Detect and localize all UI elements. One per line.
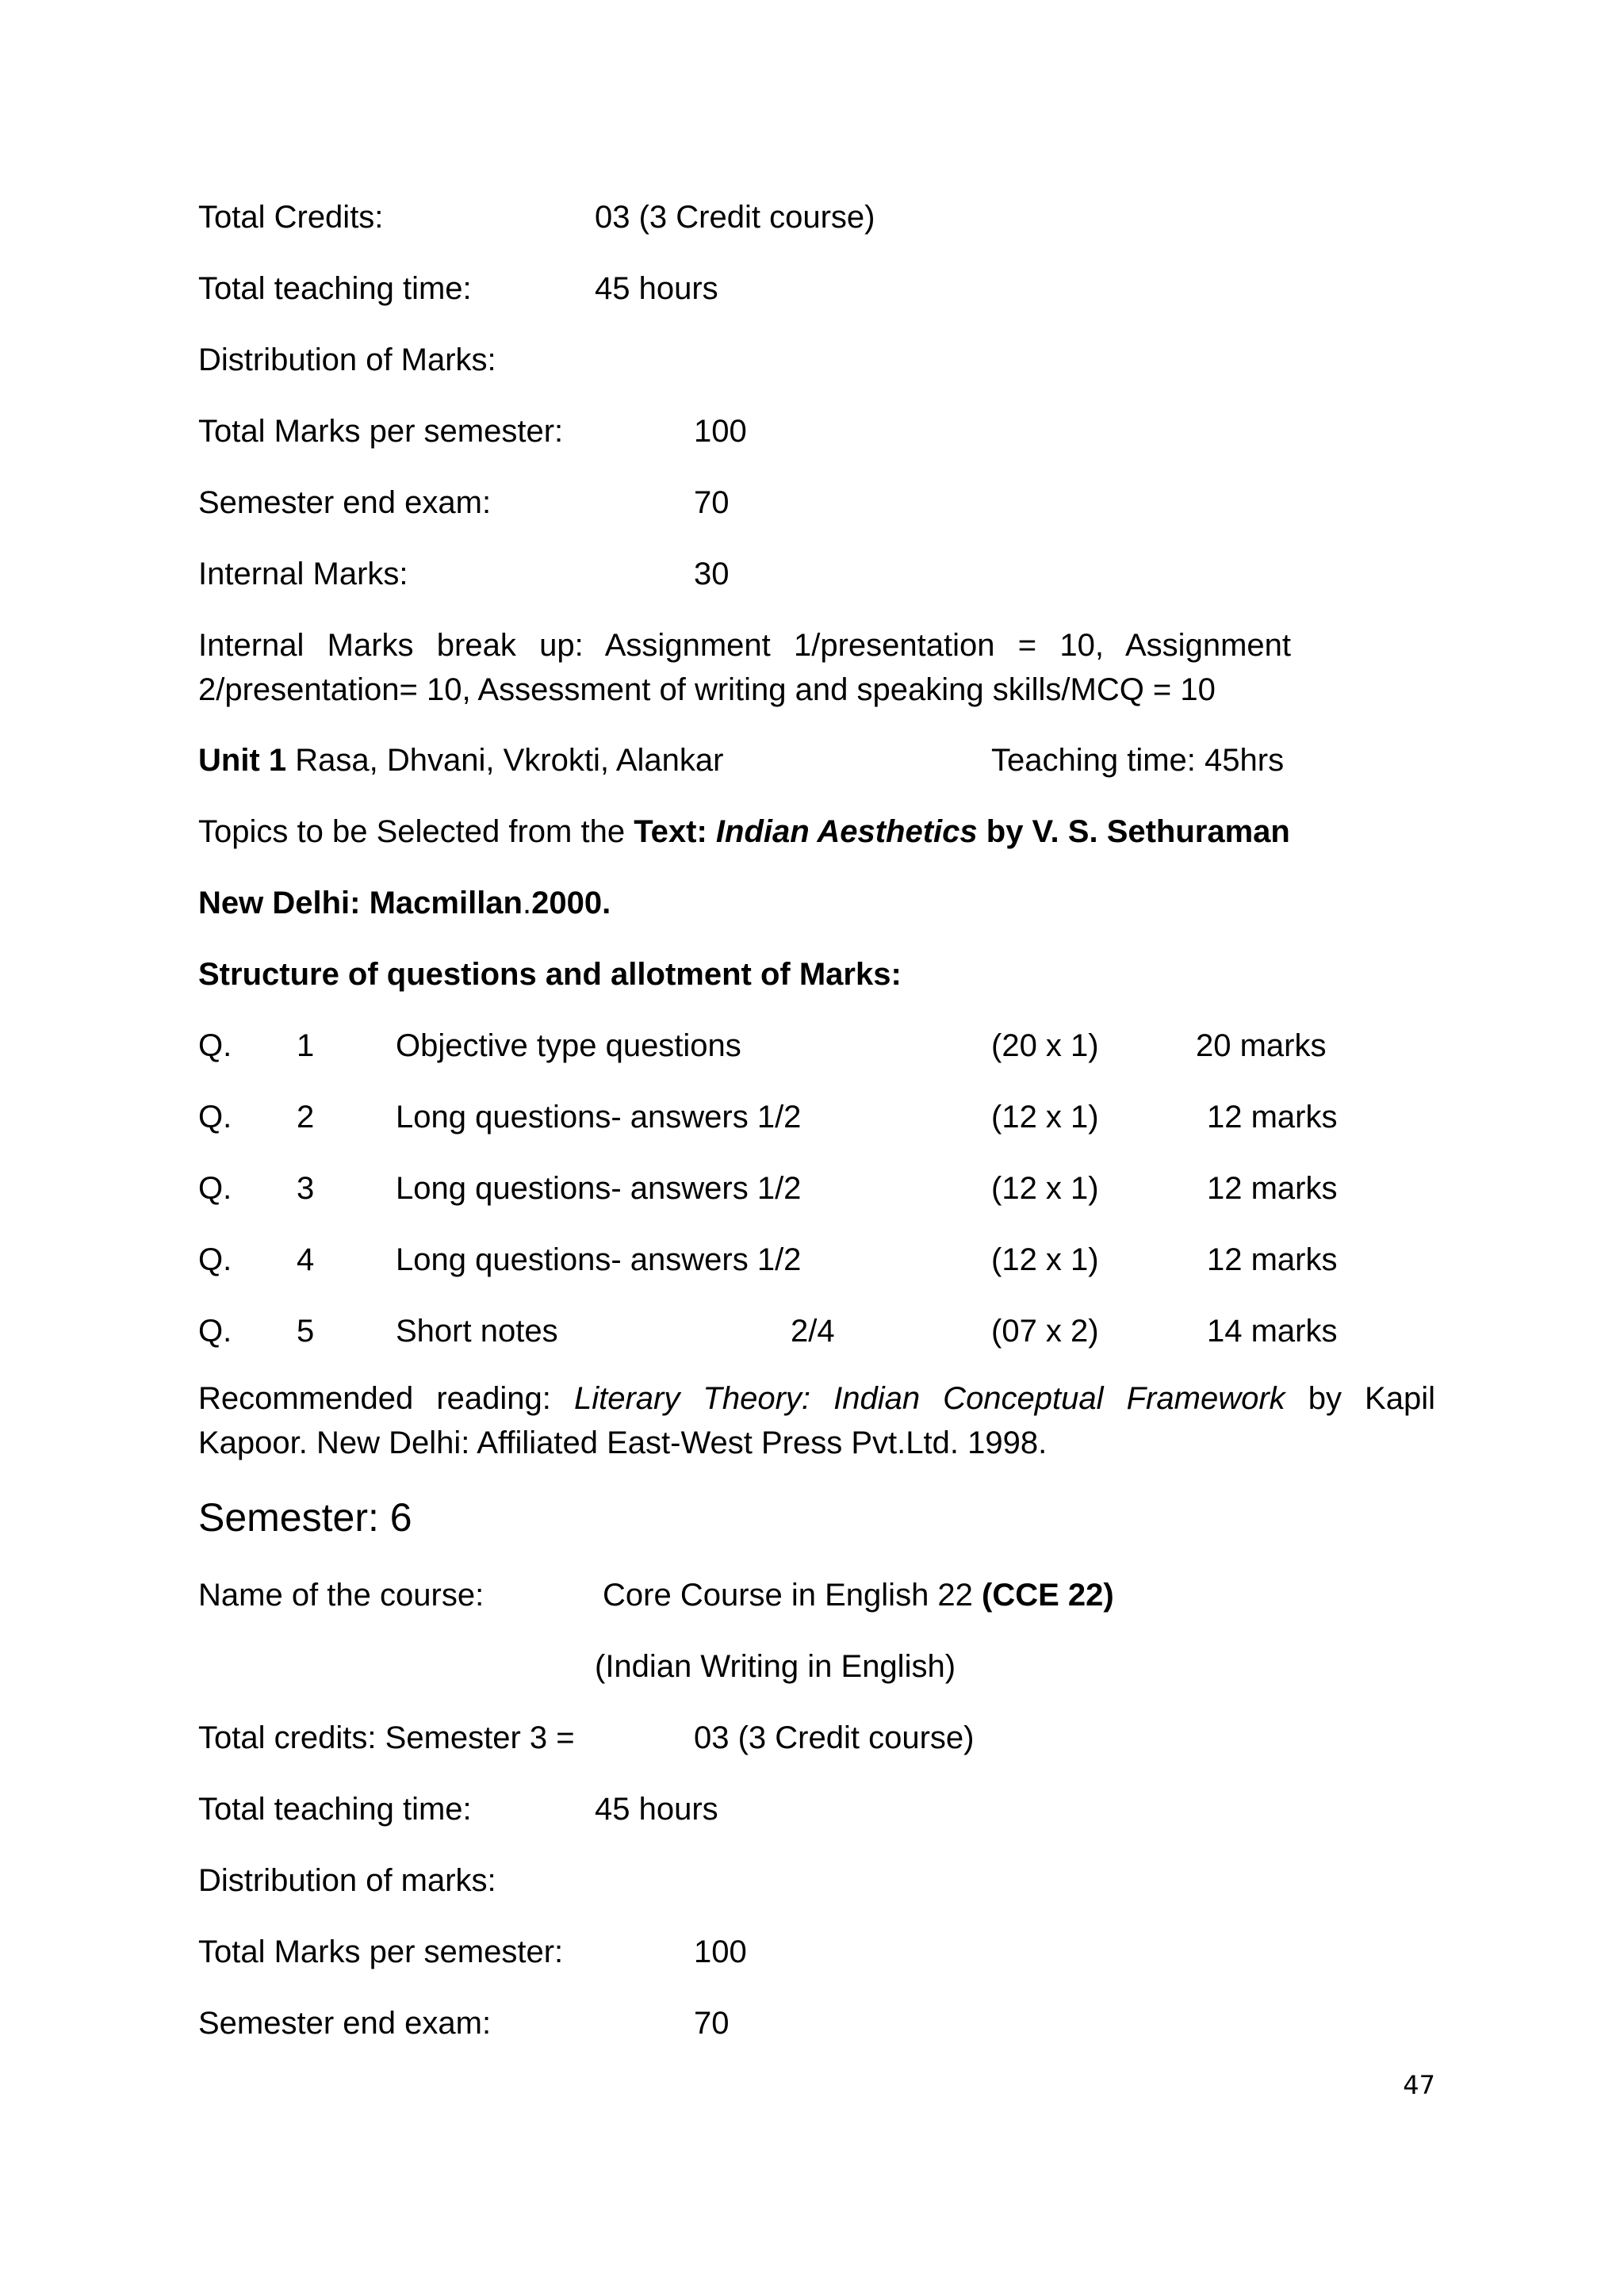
recommended-title: Literary Theory: Indian Conceptual Framework bbox=[573, 1381, 1285, 1416]
question-calc: (07 x 2) bbox=[991, 1314, 1099, 1349]
semester-heading: Semester: 6 bbox=[198, 1495, 412, 1540]
s6-end-exam-value: 70 bbox=[694, 2006, 730, 2041]
unit-title bbox=[198, 738, 723, 783]
question-marks: 12 marks bbox=[1207, 1100, 1338, 1135]
text-publisher bbox=[198, 881, 1435, 925]
question-number: 1 bbox=[297, 1028, 315, 1063]
internal-breakup: Internal Marks break up: Assignment 1/presentation = 10, Assignment 2/presentation= 10, Assessment of writing and speaking skills/MCQ = 10 bbox=[198, 628, 1291, 707]
text-reference bbox=[198, 809, 1435, 854]
text-ref-book: Indian Aesthetics bbox=[715, 814, 978, 849]
s6-total-marks-label: Total Marks per semester: bbox=[198, 1934, 564, 1969]
question-q: Q. bbox=[198, 1028, 232, 1063]
question-number: 3 bbox=[297, 1171, 315, 1206]
recommended-prefix: Recommended reading: bbox=[198, 1381, 574, 1416]
s6-credits-label: Total credits: Semester 3 = bbox=[198, 1720, 575, 1755]
question-choice: 2/4 bbox=[791, 1314, 835, 1349]
total-credits-label: Total Credits: bbox=[198, 200, 384, 235]
end-exam-value: 70 bbox=[694, 485, 730, 520]
teaching-time-label: Total teaching time: bbox=[198, 271, 472, 306]
course-code: (CCE 22) bbox=[982, 1578, 1114, 1613]
internal-marks-value: 30 bbox=[694, 557, 730, 591]
structure-heading: Structure of questions and allotment of Marks: bbox=[198, 957, 902, 992]
question-type: Short notes bbox=[396, 1314, 558, 1349]
question-q: Q. bbox=[198, 1171, 232, 1206]
question-marks: 14 marks bbox=[1207, 1314, 1338, 1349]
question-calc: (12 x 1) bbox=[991, 1171, 1099, 1206]
question-q: Q. bbox=[198, 1100, 232, 1135]
question-marks: 20 marks bbox=[1196, 1028, 1327, 1063]
question-marks: 12 marks bbox=[1207, 1171, 1338, 1206]
unit-topics: Rasa, Dhvani, Vkrokti, Alankar bbox=[286, 743, 724, 778]
text-ref-author: by V. S. Sethuraman bbox=[977, 814, 1290, 849]
end-exam-label: Semester end exam: bbox=[198, 485, 492, 520]
publisher-name: New Delhi: Macmillan bbox=[198, 886, 523, 920]
question-type: Long questions- answers 1/2 bbox=[396, 1242, 802, 1277]
question-number: 2 bbox=[297, 1100, 315, 1135]
question-calc: (12 x 1) bbox=[991, 1242, 1099, 1277]
question-number: 5 bbox=[297, 1314, 315, 1349]
s6-distribution-heading: Distribution of marks: bbox=[198, 1863, 496, 1898]
question-q: Q. bbox=[198, 1242, 232, 1277]
question-type: Long questions- answers 1/2 bbox=[396, 1171, 802, 1206]
publisher-year: 2000. bbox=[531, 886, 611, 920]
s6-teaching-value: 45 hours bbox=[595, 1792, 718, 1827]
unit-label: Unit 1 bbox=[198, 743, 287, 778]
internal-marks-label: Internal Marks: bbox=[198, 557, 408, 591]
question-type: Objective type questions bbox=[396, 1028, 741, 1063]
total-marks-value: 100 bbox=[694, 414, 747, 449]
publisher-dot: . bbox=[522, 886, 532, 920]
s6-teaching-label: Total teaching time: bbox=[198, 1792, 472, 1827]
text-ref-prefix: Topics to be Selected from the bbox=[198, 814, 634, 849]
total-credits-value: 03 (3 Credit course) bbox=[595, 200, 875, 235]
recommended-rest: by Kapil Kapoor. New Delhi: Affiliated East-West Press Pvt.Ltd. 1998. bbox=[198, 1381, 1435, 1460]
s6-credits-value: 03 (3 Credit course) bbox=[694, 1720, 975, 1755]
s6-end-exam-label: Semester end exam: bbox=[198, 2006, 492, 2041]
text-ref-label: Text: bbox=[634, 814, 707, 849]
unit-teaching-time: Teaching time: 45hrs bbox=[991, 743, 1285, 778]
course-name-value bbox=[603, 1573, 1114, 1617]
question-number: 4 bbox=[297, 1242, 315, 1277]
question-calc: (20 x 1) bbox=[991, 1028, 1099, 1063]
course-title: Core Course in English 22 bbox=[603, 1578, 973, 1613]
question-calc: (12 x 1) bbox=[991, 1100, 1099, 1135]
course-name-label: Name of the course: bbox=[198, 1578, 485, 1613]
question-type: Long questions- answers 1/2 bbox=[396, 1100, 802, 1135]
teaching-time-value: 45 hours bbox=[595, 271, 718, 306]
page-number: 47 bbox=[1403, 2070, 1435, 2100]
question-q: Q. bbox=[198, 1314, 232, 1349]
question-marks: 12 marks bbox=[1207, 1242, 1338, 1277]
recommended-reading bbox=[198, 1376, 1435, 1465]
distribution-heading: Distribution of Marks: bbox=[198, 342, 496, 377]
s6-total-marks-value: 100 bbox=[694, 1934, 747, 1969]
course-subtitle: (Indian Writing in English) bbox=[595, 1649, 956, 1684]
total-marks-label: Total Marks per semester: bbox=[198, 414, 564, 449]
